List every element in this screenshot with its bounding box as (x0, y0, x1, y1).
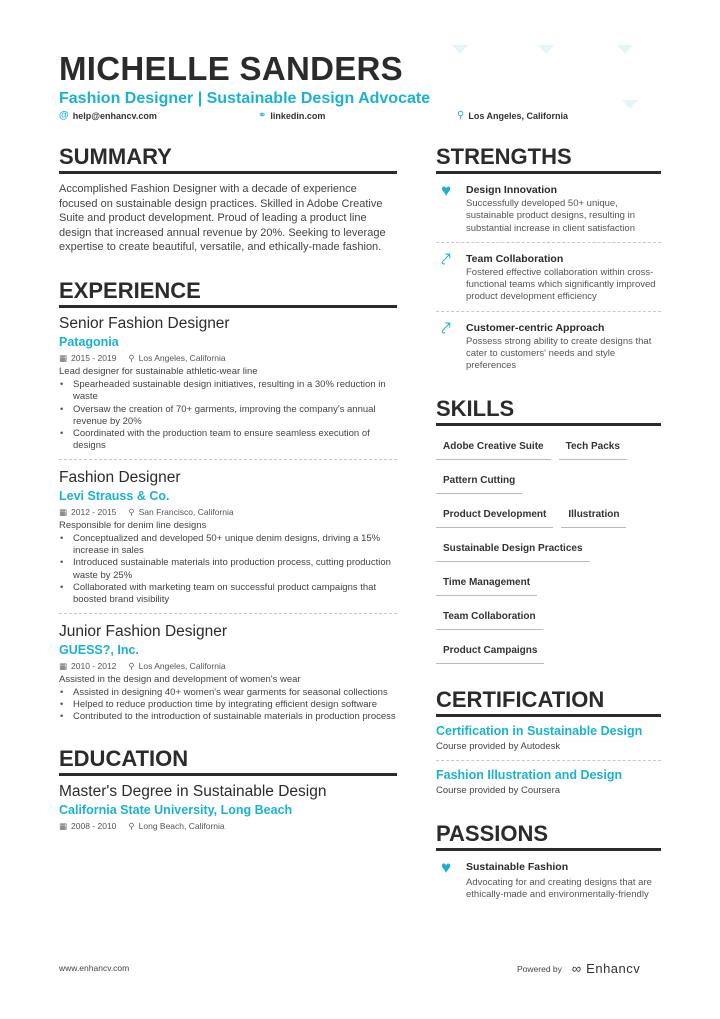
summary-heading: SUMMARY (59, 145, 397, 174)
calendar-icon: ▦ (59, 506, 68, 517)
degree: Master's Degree in Sustainable Design (59, 783, 327, 801)
strength-separator (436, 242, 661, 243)
edu-meta (59, 819, 397, 833)
skills-heading: SKILLS (436, 397, 661, 426)
link-text: linkedin.com (270, 111, 326, 121)
job-bullet: • Oversaw the creation of 70+ garments, improving the company's annual revenue by 20% (59, 404, 397, 429)
experience-heading: EXPERIENCE (59, 279, 397, 308)
location-pin-icon: ⚲ (128, 506, 135, 517)
job-bullet: • Collaborated with marketing team on successful product campaigns that boosted brand visibility (59, 582, 397, 607)
strategy-icon: ⤤ (441, 249, 451, 269)
strength-title: Team Collaboration (466, 252, 564, 265)
job-entry (59, 613, 397, 724)
passions-heading: PASSIONS (436, 822, 661, 851)
skill-tag: Tech Packs (559, 439, 627, 460)
education-heading: EDUCATION (59, 747, 397, 776)
heart-icon: ♥ (440, 857, 452, 877)
right-column (436, 145, 661, 901)
job-entry (59, 314, 397, 453)
email-text: help@enhancv.com (72, 111, 157, 121)
job-title: Junior Fashion Designer (59, 622, 228, 640)
strength-content (466, 320, 661, 373)
skills-section (436, 397, 661, 674)
skill-tag: Time Management (436, 575, 537, 596)
footer-powered (517, 961, 640, 976)
job-meta (59, 505, 397, 519)
candidate-title: Fashion Designer | Sustainable Design Advocate (59, 90, 431, 107)
cert-title: Certification in Sustainable Design (436, 723, 643, 738)
passion-item (436, 859, 661, 902)
job-meta (59, 659, 397, 673)
job-meta (59, 351, 397, 365)
job-separator (59, 459, 397, 460)
contact-location (457, 110, 568, 122)
job-bullets (59, 379, 397, 453)
summary-section (59, 145, 397, 255)
strengths-list (436, 182, 661, 373)
heart-icon: ♥ (440, 181, 452, 200)
job-description: Responsible for denim line designs (59, 519, 207, 531)
job-entry (59, 459, 397, 607)
skills-row (436, 436, 661, 470)
job-dates-text: 2012 - 2015 (71, 506, 117, 517)
job-bullet: • Contributed to the introduction of sustainable materials in production process (59, 711, 397, 723)
strength-item (436, 182, 661, 235)
strength-item (436, 251, 661, 304)
edu-dates-text: 2008 - 2010 (71, 821, 117, 832)
job-location-text: Los Angeles, California (138, 352, 226, 363)
passion-desc: Advocating for and creating designs that are ethically-made and environmentally-friendly (466, 876, 652, 900)
strength-separator (436, 311, 661, 312)
summary-text: Accomplished Fashion Designer with a decade of experience focused on sustainable design practices. Skilled in Adobe Creative Suite and product development. Proud of leading a product line design that increased annual revenue by 20%. Seeking to leverage expertise to create beautiful, versatile, and ethically-made fashion. (59, 183, 386, 254)
decor-triangle (538, 45, 554, 54)
job-dates (59, 659, 116, 673)
strength-title: Design Innovation (466, 184, 558, 196)
skills-row (436, 572, 661, 606)
company-name: Patagonia (59, 334, 119, 349)
brand-text: Enhancv (586, 961, 641, 976)
skill-tag: Product Development (436, 507, 553, 528)
job-bullets (59, 533, 397, 607)
jobs-list (59, 314, 397, 723)
job-dates (59, 505, 116, 519)
job-bullet: • Conceptualized and developed 50+ unique denim designs, driving a 15% increase in sales (59, 533, 397, 558)
strengths-heading: STRENGTHS (436, 145, 661, 174)
school: California State University, Long Beach (59, 803, 293, 818)
job-location (128, 659, 225, 673)
calendar-icon: ▦ (59, 821, 68, 832)
contact-link[interactable] (258, 110, 325, 122)
experience-section (59, 279, 397, 723)
job-location (128, 505, 233, 519)
strength-title: Customer-centric Approach (466, 321, 605, 334)
infinity-logo-icon: ∞ (571, 961, 582, 976)
cert-provider: Course provided by Coursera (436, 784, 561, 796)
footer-website[interactable]: www.enhancv.com (59, 963, 130, 973)
skill-tag: Adobe Creative Suite (436, 439, 551, 460)
company-name: Levi Strauss & Co. (59, 488, 170, 503)
job-dates-text: 2015 - 2019 (71, 352, 117, 363)
skill-tag: Team Collaboration (436, 609, 543, 630)
skill-tag: Product Campaigns (436, 643, 544, 664)
candidate-name: MICHELLE SANDERS (59, 50, 403, 87)
job-title: Senior Fashion Designer (59, 314, 230, 332)
location-text: Los Angeles, California (468, 111, 569, 121)
strength-desc: Successfully developed 50+ unique, sustainable product designs, resulting in substantial increase in client satisfaction (466, 198, 635, 234)
job-dates (59, 351, 116, 365)
passion-content (466, 859, 661, 902)
strength-desc: Possess strong ability to create designs that cater to customers' needs and style preferences (466, 335, 652, 372)
edu-location-text: Long Beach, California (138, 821, 225, 832)
cert-title: Fashion Illustration and Design (436, 767, 623, 782)
skill-tag: Pattern Cutting (436, 473, 522, 494)
calendar-icon: ▦ (59, 352, 68, 363)
edu-dates (59, 819, 116, 833)
location-pin-icon: ⚲ (128, 821, 135, 832)
skills-row (436, 640, 661, 674)
location-pin-icon: ⚲ (128, 660, 135, 671)
left-column (59, 145, 397, 833)
job-dates-text: 2010 - 2012 (71, 660, 117, 671)
decor-triangle (622, 100, 638, 109)
powered-by-text: Powered by (517, 963, 562, 974)
link-icon: ⚭ (258, 110, 267, 121)
job-location-text: San Francisco, California (138, 506, 234, 517)
contact-email[interactable] (59, 110, 157, 122)
strength-desc: Fostered effective collaboration within cross-functional teams which significantly improved product development efficiency (466, 266, 656, 303)
job-bullet: • Spearheaded sustainable design initiatives, resulting in a 30% reduction in waste (59, 379, 397, 404)
skills-row (436, 470, 661, 504)
passion-title: Sustainable Fashion (466, 860, 569, 873)
job-bullet: • Coordinated with the production team to ensure seamless execution of designs (59, 428, 397, 453)
passions-section (436, 822, 661, 902)
skills-row (436, 504, 661, 538)
job-bullet: • Assisted in designing 40+ women's wear garments for seasonal collections (59, 687, 397, 699)
strength-content (466, 182, 661, 235)
skills-row (436, 606, 661, 640)
strength-content (466, 251, 661, 304)
job-description: Lead designer for sustainable athletic-wear line (59, 365, 258, 377)
cert-list (436, 723, 661, 798)
passions-list (436, 859, 661, 902)
cert-provider: Course provided by Autodesk (436, 740, 561, 752)
job-location-text: Los Angeles, California (138, 660, 226, 671)
skill-tag: Illustration (561, 507, 626, 528)
strategy-icon: ⤤ (441, 318, 451, 338)
cert-separator (436, 760, 661, 761)
location-pin-icon: ⚲ (457, 110, 465, 121)
decor-triangle (452, 45, 468, 54)
skills-row (436, 538, 661, 572)
skills-list (436, 436, 661, 674)
skill-tag: Sustainable Design Practices (436, 541, 590, 562)
decor-triangle (617, 45, 633, 54)
company-name: GUESS?, Inc. (59, 642, 139, 657)
job-bullet: • Introduced sustainable materials into production process, cutting production waste by 25% (59, 557, 397, 582)
strengths-section (436, 145, 661, 373)
job-separator (59, 613, 397, 614)
certification-heading: CERTIFICATION (436, 688, 661, 717)
education-section (59, 747, 397, 833)
enhancv-logo (572, 961, 640, 976)
calendar-icon: ▦ (59, 660, 68, 671)
strength-item (436, 320, 661, 373)
job-location (128, 351, 225, 365)
edu-location (128, 819, 224, 833)
at-icon: @ (59, 110, 69, 121)
job-bullet: • Helped to reduce production time by integrating efficient design software (59, 699, 397, 711)
job-description: Assisted in the design and development of women's wear (59, 673, 301, 685)
location-pin-icon: ⚲ (128, 352, 135, 363)
job-title: Fashion Designer (59, 468, 181, 486)
job-bullets (59, 687, 397, 724)
certification-section (436, 688, 661, 798)
